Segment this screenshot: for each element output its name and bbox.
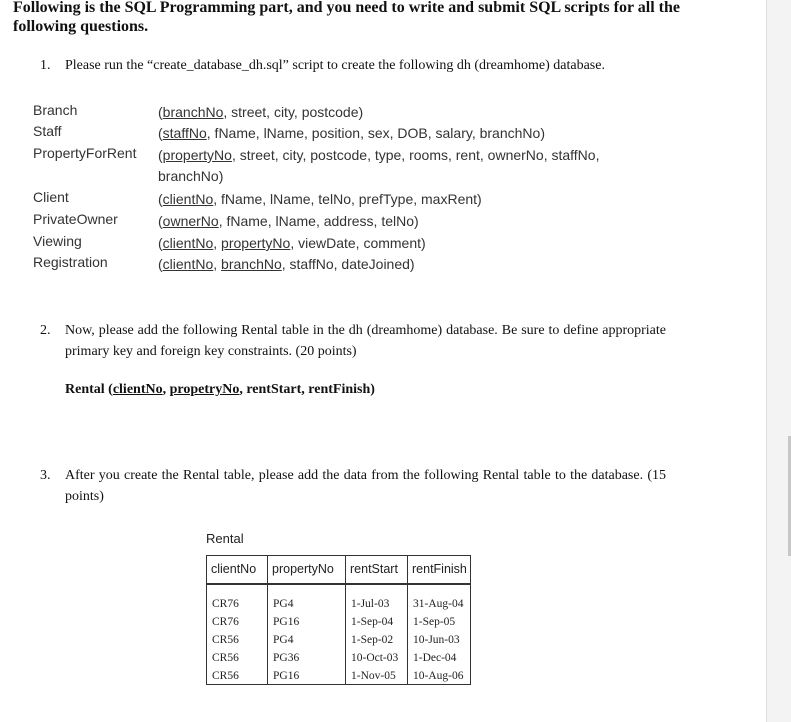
table-caption: Rental xyxy=(206,531,244,546)
attributes: , fName, lName, telNo, prefType, maxRent) xyxy=(213,191,482,207)
question-2 xyxy=(0,320,700,362)
attributes: , staffNo, dateJoined) xyxy=(281,256,415,272)
table-cell: CR56 xyxy=(212,670,239,682)
table-column-propertyno xyxy=(268,585,346,684)
relation-attributes: (clientNo, fName, lName, telNo, prefType, maxRent) xyxy=(158,191,482,207)
table-cell: CR56 xyxy=(212,634,239,646)
primary-key: branchNo xyxy=(162,104,224,120)
rental-table xyxy=(206,555,471,685)
separator: , xyxy=(162,382,170,397)
question-3 xyxy=(0,465,700,507)
table-cell: 1-Sep-04 xyxy=(351,616,394,628)
table-cell: 10-Oct-03 xyxy=(351,652,399,664)
primary-key: clientNo xyxy=(162,256,214,272)
relation-name: Branch xyxy=(33,102,78,118)
question-number: 1. xyxy=(40,58,51,73)
table-cell: CR76 xyxy=(212,616,239,628)
table-column-clientno xyxy=(207,585,268,684)
table-cell: 1-Sep-05 xyxy=(413,616,456,628)
table-cell: PG4 xyxy=(273,598,294,610)
relation-name: Registration xyxy=(33,254,108,270)
table-cell: CR76 xyxy=(212,598,239,610)
attributes: , fName, lName, position, sex, DOB, salary, branchNo) xyxy=(206,125,545,141)
question-text: Please run the “create_database_dh.sql” script to create the following dh (dreamhome) database. xyxy=(65,58,605,73)
table-header-row xyxy=(207,556,470,585)
table-cell: CR56 xyxy=(212,652,239,664)
table-cell: 1-Nov-05 xyxy=(351,670,396,682)
relation-name: Client xyxy=(33,189,69,205)
primary-key: propetryNo xyxy=(169,382,240,397)
column-header: rentFinish xyxy=(412,562,467,576)
column-header: clientNo xyxy=(207,556,268,583)
question-number: 2. xyxy=(40,323,51,338)
relation-attributes: (ownerNo, fName, lName, address, telNo) xyxy=(158,213,419,229)
primary-key: ownerNo xyxy=(162,213,219,229)
table-cell: 1-Jul-03 xyxy=(351,598,390,610)
table-cell: 10-Aug-06 xyxy=(413,670,464,682)
table-cell: PG16 xyxy=(273,616,300,628)
question-text: After you create the Rental table, please add the data from the following Rental table to the database. (15 points) xyxy=(65,468,666,504)
relation-attributes: (clientNo, branchNo, staffNo, dateJoined) xyxy=(158,256,415,272)
question-1 xyxy=(0,55,700,76)
attributes: , street, city, postcode, type, rooms, rent, ownerNo, staffNo, branchNo) xyxy=(158,147,600,184)
table-cell: PG4 xyxy=(273,634,294,646)
column-header: rentStart xyxy=(346,556,408,583)
primary-key: clientNo xyxy=(162,235,214,251)
relation-name: PropertyForRent xyxy=(33,145,137,161)
table-cell: 10-Jun-03 xyxy=(413,634,460,646)
table-cell: PG36 xyxy=(273,652,300,664)
table-column-rentstart xyxy=(346,585,408,684)
relation-name: Staff xyxy=(33,123,62,139)
table-cell: 31-Aug-04 xyxy=(413,598,464,610)
rental-def-prefix: Rental ( xyxy=(65,382,113,397)
primary-key: clientNo xyxy=(112,382,163,397)
column-header: propertyNo xyxy=(268,556,346,583)
vertical-scrollbar[interactable] xyxy=(766,0,791,722)
table-column-rentfinish xyxy=(408,585,470,684)
primary-key: propertyNo xyxy=(162,147,232,163)
rental-definition xyxy=(65,382,375,398)
question-text: Now, please add the following Rental table in the dh (dreamhome) database. Be sure to define appropriate primary key and foreign key constraints. (20 points) xyxy=(65,323,666,359)
relation-attributes: (clientNo, propertyNo, viewDate, comment) xyxy=(158,235,426,251)
relation-attributes: (propertyNo, street, city, postcode, type, rooms, rent, ownerNo, staffNo, branchNo) xyxy=(158,147,600,184)
relation-attributes: (staffNo, fName, lName, position, sex, DOB, salary, branchNo) xyxy=(158,125,545,141)
primary-key: staffNo xyxy=(162,125,207,141)
relation-name: PrivateOwner xyxy=(33,211,118,227)
attributes: , fName, lName, address, telNo) xyxy=(218,213,419,229)
attributes: , street, city, postcode) xyxy=(223,104,364,120)
table-cell: 1-Sep-02 xyxy=(351,634,394,646)
relation-name: Viewing xyxy=(33,233,82,249)
primary-key: clientNo xyxy=(162,191,214,207)
question-number: 3. xyxy=(40,468,51,483)
table-cell: PG16 xyxy=(273,670,300,682)
relation-attributes: (branchNo, street, city, postcode) xyxy=(158,104,364,120)
attributes: , viewDate, comment) xyxy=(290,235,426,251)
attributes: , rentStart, rentFinish) xyxy=(239,382,375,397)
page-heading: Following is the SQL Programming part, and you need to write and submit SQL scripts for all the following questions. xyxy=(13,0,681,35)
primary-key: propertyNo xyxy=(221,235,291,251)
table-cell: 1-Dec-04 xyxy=(413,652,457,664)
primary-key: branchNo xyxy=(221,256,282,272)
